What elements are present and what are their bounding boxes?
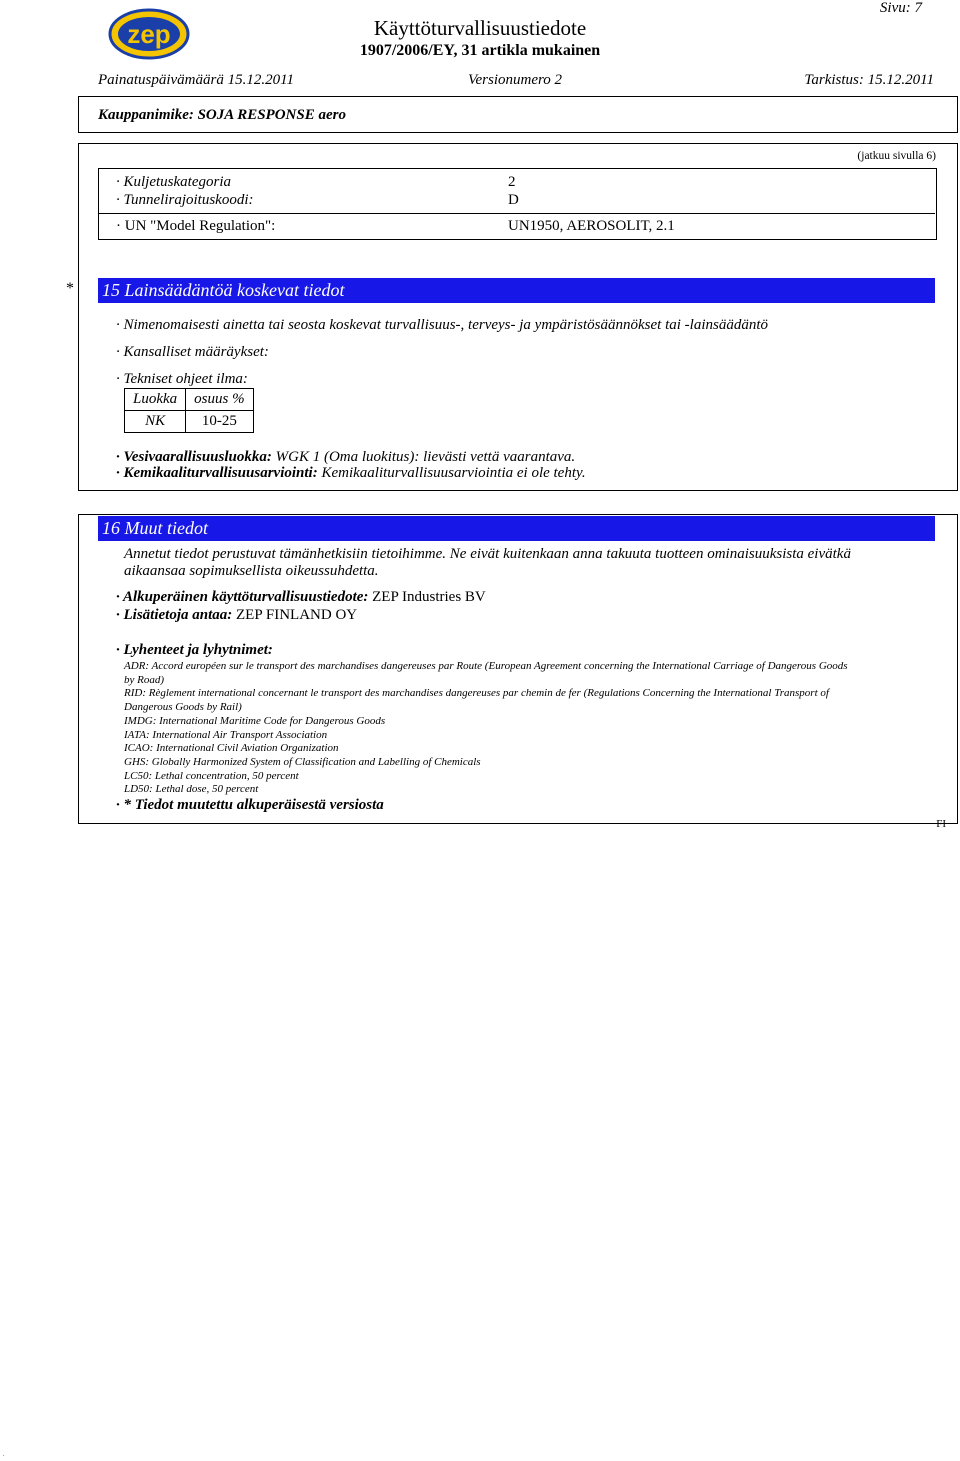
section-15-title: 15 Lainsäädäntöä koskevat tiedot [98,278,935,303]
page-number: Sivu: 7 [879,0,922,16]
abbreviation-item: LC50: Lethal concentration, 50 percent [124,770,299,782]
table-header-row [125,389,254,411]
specific-regulations: · Nimenomaisesti ainetta tai seosta koskevat turvallisuus-, terveys- ja ympäristösäännökset tai -lainsäädäntö [116,317,769,333]
language-code: FI [936,818,946,830]
tunnel-code-label: · Tunnelirajoituskoodi: [116,192,254,208]
chemical-assessment-line [116,465,586,482]
tunnel-code-value: D [508,192,519,208]
original-sds-line [116,589,486,606]
abbreviation-item: ICAO: International Civil Aviation Organization [124,742,339,754]
document-title: Käyttöturvallisuustiedote [373,16,587,40]
changed-note: · * Tiedot muutettu alkuperäisestä versiosta [116,797,384,813]
national-regulations: · Kansalliset määräykset: [116,344,269,360]
abbreviation-item: GHS: Globally Harmonized System of Classification and Labelling of Chemicals [124,756,481,768]
abbreviations-label: · Lyhenteet ja lyhytnimet: [116,642,273,658]
abbreviation-item: IMDG: International Maritime Code for Dangerous Goods [124,715,386,727]
table-header-class: Luokka [125,389,186,411]
more-info-value: ZEP FINLAND OY [236,607,358,623]
abbreviation-item: by Road) [124,674,165,686]
transport-divider [99,213,935,214]
original-sds-value: ZEP Industries BV [372,589,486,605]
table-cell-share: 10-25 [186,411,253,433]
water-hazard-line [116,449,575,466]
more-info-label: · Lisätietoja antaa: [116,607,233,623]
classification-table [124,388,254,433]
un-regulation-label: · UN "Model Regulation": [116,218,276,234]
table-header-share: osuus % [186,389,253,411]
trade-name: Kauppanimike: SOJA RESPONSE aero [98,107,346,123]
abbreviation-item: LD50: Lethal dose, 50 percent [124,783,259,795]
un-regulation-value: UN1950, AEROSOLIT, 2.1 [508,218,675,234]
table-row [125,411,254,433]
abbreviation-item: ADR: Accord européen sur le transport des marchandises dangereuses par Route (European Agreement concerning the International Carriage of Dangerous Goods [124,660,848,672]
print-date: Painatuspäivämäärä 15.12.2011 [98,72,294,88]
revision-date: Tarkistus: 15.12.2011 [804,72,934,88]
water-hazard-label: · Vesivaarallisuusluokka: [116,449,272,465]
abbreviation-item: Dangerous Goods by Rail) [124,701,242,713]
version-number: Versionumero 2 [468,72,563,88]
disclaimer-line-2: aikaansaa sopimuksellista oikeussuhdetta. [124,563,379,579]
original-sds-label: · Alkuperäinen käyttöturvallisuustiedote: [116,589,369,605]
transport-category-label: · Kuljetuskategoria [116,174,231,190]
table-cell-class: NK [125,411,186,433]
continued-note: (jatkuu sivulla 6) [857,150,936,162]
chemical-assessment-label: · Kemikaaliturvallisuusarviointi: [116,465,318,481]
abbreviation-item: IATA: International Air Transport Association [124,729,328,741]
document-subtitle: 1907/2006/EY, 31 artikla mukainen [359,42,601,59]
section-16-title: 16 Muut tiedot [98,516,935,541]
chemical-assessment-value: Kemikaaliturvallisuusarviointia ei ole tehty. [321,465,586,481]
transport-category-value: 2 [508,174,516,190]
water-hazard-value: WGK 1 (Oma luokitus): lievästi vettä vaarantava. [275,449,576,465]
more-info-line [116,607,357,624]
logo-text: zep [127,19,171,49]
technical-instructions-air: · Tekniset ohjeet ilma: [116,371,248,387]
page-mark: . [3,1452,5,1458]
changed-marker: * [66,280,74,297]
disclaimer-line-1: Annetut tiedot perustuvat tämänhetkisiin tietoihimme. Ne eivät kuitenkaan anna takuuta tuotteen ominaisuuksista eivätkä [124,546,851,562]
abbreviation-item: RID: Règlement international concernant le transport des marchandises dangereuses par chemin de fer (Regulations Concerning the International Transport of [124,687,829,699]
